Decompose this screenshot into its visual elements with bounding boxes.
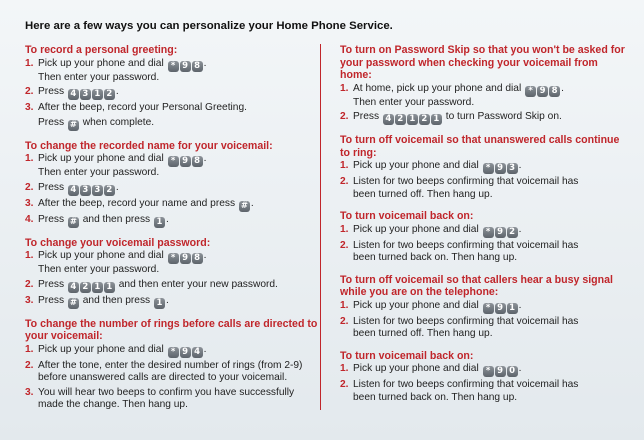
digit-key-icon: 9	[537, 86, 548, 97]
instruction-step	[25, 182, 325, 196]
step-number: 3.	[25, 294, 34, 306]
instruction-section	[340, 134, 625, 201]
step-text-after: .	[203, 343, 207, 355]
step-continuation: Then enter your password.	[38, 71, 160, 83]
digit-key-icon: 9	[180, 61, 191, 72]
digit-key-icon: 9	[495, 303, 506, 314]
step-text: Press	[38, 116, 65, 128]
column-divider	[320, 44, 321, 410]
dial-keys	[383, 114, 442, 125]
step-text: After the beep, record your Personal Greeting.	[38, 102, 247, 113]
step-text-after: .	[203, 153, 207, 164]
instruction-section	[25, 140, 325, 228]
instruction-section	[340, 274, 625, 341]
digit-key-icon: 2	[395, 114, 406, 125]
instruction-step	[25, 250, 325, 277]
step-continuation: Then enter your password.	[38, 264, 160, 275]
digit-key-icon: 8	[192, 156, 203, 167]
digit-key-icon: 2	[80, 282, 91, 293]
step-continuation: before unanswered calls are directed to your voicemail.	[38, 372, 288, 383]
dial-keys	[168, 253, 203, 264]
instruction-step	[340, 300, 625, 314]
step-text: Press	[353, 111, 380, 122]
star-key-icon: *	[483, 227, 494, 238]
digit-key-icon: 4	[192, 347, 203, 358]
step-text: Listen for two beeps confirming that voicemail has	[353, 379, 579, 390]
pound-key-icon: #	[69, 297, 77, 308]
star-key-icon: *	[483, 366, 494, 377]
step-text: Pick up your phone and dial	[353, 299, 479, 311]
instruction-step	[340, 240, 625, 265]
step-number: 2.	[25, 359, 34, 371]
digit-key-icon: 9	[180, 253, 191, 264]
step-continuation: been turned off. Then hang up.	[353, 188, 493, 200]
step-text: Press	[38, 181, 65, 193]
section-title: To turn on Password Skip so that you won't be asked for your password when checking your voicemail from home:	[340, 44, 625, 81]
step-text-after: .	[115, 181, 119, 193]
step-text-after: .	[203, 250, 207, 261]
instruction-step	[340, 83, 625, 110]
digit-key-icon: 2	[104, 89, 115, 100]
instruction-step	[340, 224, 625, 238]
digit-key-icon: 9	[180, 156, 191, 167]
pound-key-icon: #	[240, 200, 248, 211]
step-text-after: .	[561, 82, 564, 94]
step-number: 2.	[340, 239, 349, 251]
pound-key-icon: #	[69, 216, 77, 227]
digit-key-icon: 1	[507, 303, 518, 314]
step-number: 2.	[25, 278, 34, 290]
instruction-section	[25, 44, 325, 131]
step-text: You will hear two beeps to confirm you have successfully	[38, 386, 295, 398]
step-text-after: .	[165, 213, 169, 225]
step-number: 1.	[340, 363, 349, 374]
step-number: 1.	[25, 57, 34, 69]
step-text-after: and then press	[82, 213, 151, 225]
step-text-after: and then enter your new password.	[118, 278, 278, 290]
digit-key-icon: 4	[68, 282, 79, 293]
step-number: 1.	[340, 82, 349, 94]
dial-keys	[168, 61, 203, 72]
instruction-step	[340, 379, 625, 404]
instruction-section	[340, 210, 625, 265]
step-text: Press	[38, 294, 65, 306]
step-number: 1.	[25, 250, 34, 261]
step-number: 3.	[25, 197, 34, 209]
section-title: To turn off voicemail so that unanswered calls continue to ring:	[340, 134, 620, 159]
step-text: Pick up your phone and dial	[38, 57, 164, 69]
step-text: Press	[38, 86, 65, 97]
instruction-section	[25, 237, 325, 309]
instruction-step	[340, 316, 625, 341]
instruction-step	[25, 214, 325, 228]
digit-key-icon: 8	[192, 61, 203, 72]
step-text-after: .	[203, 57, 207, 69]
step-text: Pick up your phone and dial	[38, 153, 164, 164]
step-continuation: been turned back on. Then hang up.	[353, 391, 518, 403]
dial-keys	[68, 185, 115, 196]
dial-keys	[68, 217, 79, 228]
pound-key-icon: #	[69, 119, 77, 130]
step-text: Pick up your phone and dial	[353, 223, 479, 235]
step-text: At home, pick up your phone and dial	[353, 82, 522, 94]
step-number: 2.	[25, 86, 34, 97]
step-continuation: made the change. Then hang up.	[38, 399, 188, 410]
digit-key-icon: 0	[507, 366, 518, 377]
instruction-step	[25, 279, 325, 293]
digit-key-icon: 4	[68, 185, 79, 196]
step-number: 1.	[340, 223, 349, 235]
instruction-section	[340, 44, 625, 125]
step-number: 3.	[25, 386, 34, 398]
instruction-section	[25, 318, 325, 412]
digit-key-icon: 1	[154, 217, 165, 228]
step-text-after: .	[518, 363, 522, 374]
digit-key-icon: 3	[507, 163, 518, 174]
step-continuation: Then enter your password.	[353, 96, 475, 108]
star-key-icon: *	[168, 156, 179, 167]
step-number: 3.	[25, 102, 34, 113]
dial-keys	[483, 303, 518, 314]
instruction-step	[340, 111, 625, 125]
instruction-step	[25, 153, 325, 180]
step-text-after: to turn Password Skip on.	[445, 111, 562, 122]
step-continuation: been turned off. Then hang up.	[353, 328, 493, 339]
section-title: To turn off voicemail so that callers hear a busy signal while you are on the telephone:	[340, 273, 613, 298]
step-text: Listen for two beeps confirming that voicemail has	[353, 315, 579, 327]
step-text: After the beep, record your name and press	[38, 197, 236, 209]
step-text-after: and then press	[82, 294, 151, 306]
digit-key-icon: 3	[80, 185, 91, 196]
step-number: 2.	[340, 176, 349, 187]
step-text: Listen for two beeps confirming that voicemail has	[353, 176, 579, 187]
instruction-step	[25, 102, 325, 115]
step-number: 2.	[340, 315, 349, 327]
digit-key-icon: 4	[68, 89, 79, 100]
dial-keys	[525, 86, 560, 97]
instruction-step	[25, 58, 325, 85]
page-title: Here are a few ways you can personalize your Home Phone Service.	[25, 20, 393, 32]
step-number: 1.	[25, 153, 34, 164]
step-text-after: .	[165, 294, 169, 306]
digit-key-icon: 3	[92, 185, 103, 196]
step-text: Pick up your phone and dial	[353, 363, 479, 374]
digit-key-icon: 1	[104, 282, 115, 293]
instruction-step	[25, 198, 325, 212]
left-column	[25, 44, 325, 421]
section-title: To turn voicemail back on:	[340, 210, 474, 222]
section-title: To change your voicemail password:	[25, 236, 211, 249]
dial-keys	[168, 347, 203, 358]
step-text-after: .	[518, 223, 522, 235]
star-key-icon: *	[483, 303, 494, 314]
digit-key-icon: 1	[407, 114, 418, 125]
star-key-icon: *	[168, 253, 179, 264]
dial-keys	[239, 201, 250, 212]
digit-key-icon: 1	[92, 282, 103, 293]
step-text-after: .	[518, 299, 522, 311]
instruction-section	[340, 350, 625, 405]
digit-key-icon: 8	[192, 253, 203, 264]
step-number: 1.	[25, 343, 34, 355]
section-title: To turn voicemail back on:	[340, 349, 474, 362]
step-continuation: Then enter your password.	[38, 167, 160, 178]
digit-key-icon: 8	[549, 86, 560, 97]
step-number: 2.	[25, 181, 34, 193]
section-title: To change the number of rings before calls are directed to your voicemail:	[25, 317, 318, 342]
step-number: 1.	[340, 160, 349, 171]
dial-keys	[68, 282, 115, 293]
dial-keys	[68, 298, 79, 309]
digit-key-icon: 9	[495, 163, 506, 174]
dial-keys	[154, 217, 165, 228]
dial-keys	[483, 227, 518, 238]
step-text-after: .	[518, 160, 522, 171]
dial-keys	[483, 163, 518, 174]
digit-key-icon: 9	[180, 347, 191, 358]
dial-keys	[68, 120, 79, 131]
star-key-icon: *	[525, 86, 536, 97]
digit-key-icon: 4	[383, 114, 394, 125]
digit-key-icon: 2	[104, 185, 115, 196]
section-title: To record a personal greeting:	[25, 44, 178, 56]
step-continuation: been turned back on. Then hang up.	[353, 252, 518, 263]
step-text-after: .	[115, 86, 119, 97]
instruction-step	[25, 387, 325, 412]
digit-key-icon: 3	[80, 89, 91, 100]
star-key-icon: *	[168, 347, 179, 358]
step-text: Pick up your phone and dial	[353, 160, 479, 171]
step-text: Pick up your phone and dial	[38, 250, 164, 261]
instruction-step	[25, 360, 325, 385]
step-number: 1.	[340, 299, 349, 311]
digit-key-icon: 2	[507, 227, 518, 238]
digit-key-icon: 1	[92, 89, 103, 100]
digit-key-icon: 9	[495, 366, 506, 377]
step-text: After the tone, enter the desired number of rings (from 2-9)	[38, 359, 303, 371]
digit-key-icon: 2	[419, 114, 430, 125]
instruction-step	[340, 176, 625, 201]
instruction-step	[25, 295, 325, 309]
dial-keys	[483, 366, 518, 377]
instruction-step	[340, 363, 625, 377]
step-text: Listen for two beeps confirming that voicemail has	[353, 239, 579, 251]
step-text: Pick up your phone and dial	[38, 343, 164, 355]
digit-key-icon: 1	[431, 114, 442, 125]
star-key-icon: *	[168, 61, 179, 72]
dial-keys	[154, 298, 165, 309]
step-text-after: when complete.	[82, 116, 155, 128]
instruction-step	[25, 86, 325, 100]
instruction-step	[25, 344, 325, 358]
step-number: 2.	[340, 379, 349, 390]
step-text: Press	[38, 278, 65, 290]
right-column	[340, 44, 625, 413]
digit-key-icon: 9	[495, 227, 506, 238]
step-text: Press	[38, 213, 65, 225]
step-number: 2.	[340, 111, 349, 122]
dial-keys	[168, 156, 203, 167]
section-title: To change the recorded name for your voicemail:	[25, 139, 273, 152]
digit-key-icon: 1	[154, 298, 165, 309]
instruction-step	[340, 160, 625, 174]
instruction-step	[25, 117, 325, 131]
star-key-icon: *	[483, 163, 494, 174]
step-text-after: .	[250, 197, 254, 209]
dial-keys	[68, 89, 115, 100]
step-number: 4.	[25, 213, 34, 225]
